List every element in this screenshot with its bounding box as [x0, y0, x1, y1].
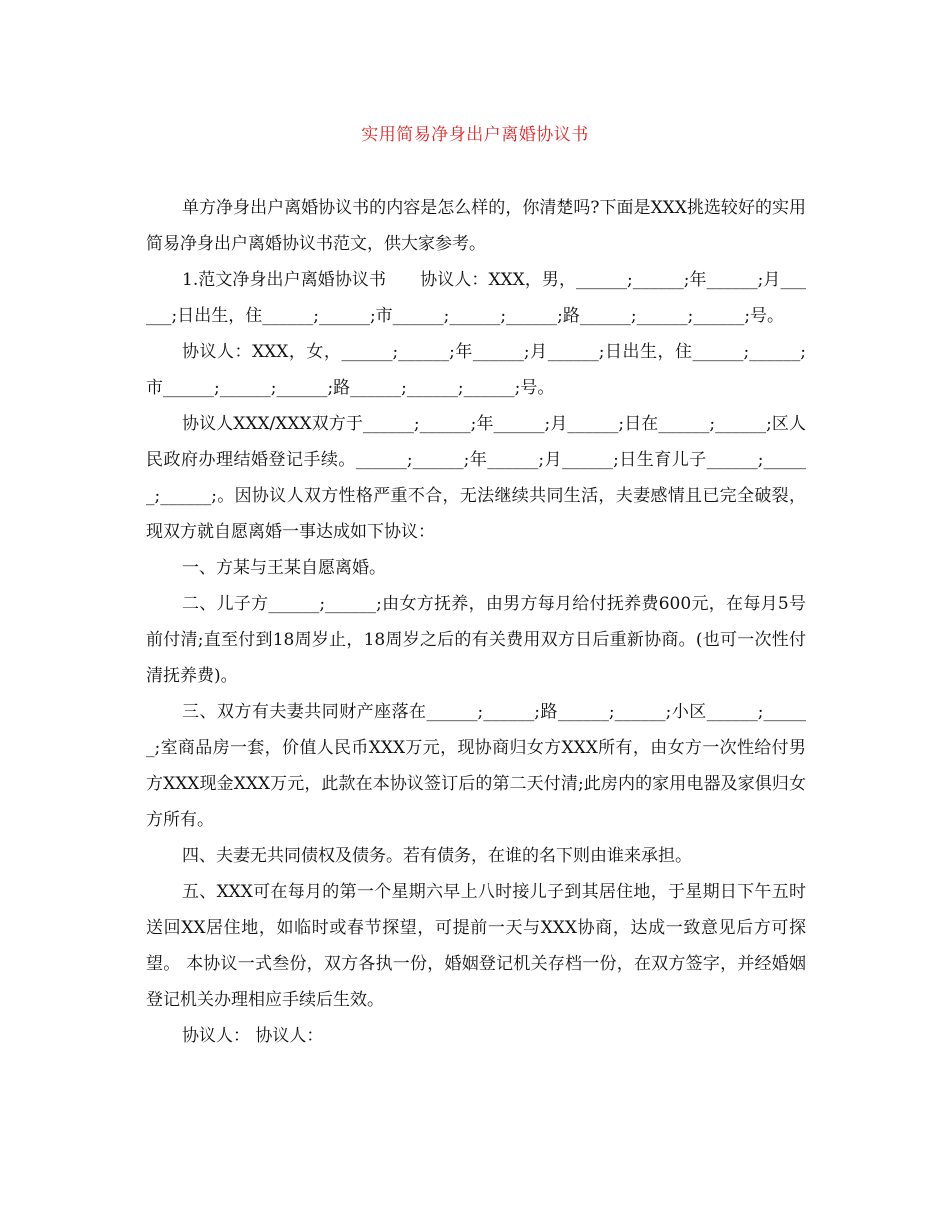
paragraph-intro: 单方净身出户离婚协议书的内容是怎么样的，你清楚吗?下面是XXX挑选较好的实用简易净身出户离婚协议书范文，供大家参考。: [146, 198, 806, 254]
paragraph-clause-4: 四、夫妻无共同债权及债务。若有债务，在谁的名下则由谁来承担。: [182, 846, 692, 866]
paragraph-marriage-info: 协议人XXX/XXX双方于______;______;年______;月______;日在______;______;区人民政府办理结婚登记手续。______;______;年______;月______;日生育儿子______;______;______;。因协议人双方性格严重不合，无法继续共同生活，夫妻感情且已完全破裂，现双方就自愿离婚一事达成如下协议：: [146, 414, 806, 542]
document-title: 实用简易净身出户离婚协议书: [361, 125, 589, 145]
paragraph-party-female: 协议人：XXX，女，______;______;年______;月______;日出生，住______;______;市______;______;______;路______;______;______;号。: [146, 342, 806, 398]
paragraph-clause-5: 五、XXX可在每月的第一个星期六早上八时接儿子到其居住地，于星期日下午五时送回XX居住地，如临时或春节探望，可提前一天与XXX协商，达成一致意见后方可探望。 本协议一式叁份，双方各执一份，婚姻登记机关存档一份，在双方签字，并经婚姻登记机关办理相应手续后生效。: [146, 882, 806, 1010]
paragraph-clause-3: 三、双方有夫妻共同财产座落在______;______;路______;______;小区______;______;室商品房一套，价值人民币XXX万元，现协商归女方XXX所有，由女方一次性给付男方XXX现金XXX万元，此款在本协议签订后的第二天付清;此房内的家用电器及家俱归女方所有。: [146, 702, 806, 830]
paragraph-party-male: 1.范文净身出户离婚协议书 协议人：XXX，男，______;______;年______;月______;日出生，住______;______;市______;______;______;路______;______;______;号。: [146, 270, 806, 326]
document-body: [146, 190, 806, 1054]
paragraph-clause-1: 一、方某与王某自愿离婚。: [182, 558, 386, 578]
paragraph-clause-2: 二、儿子方______;______;由女方抚养，由男方每月给付抚养费600元，在每月5号前付清;直至付到18周岁止，18周岁之后的有关费用双方日后重新协商。(也可一次性付清抚养费)。: [146, 594, 806, 686]
paragraph-signatures: 协议人： 协议人：: [182, 1026, 324, 1046]
